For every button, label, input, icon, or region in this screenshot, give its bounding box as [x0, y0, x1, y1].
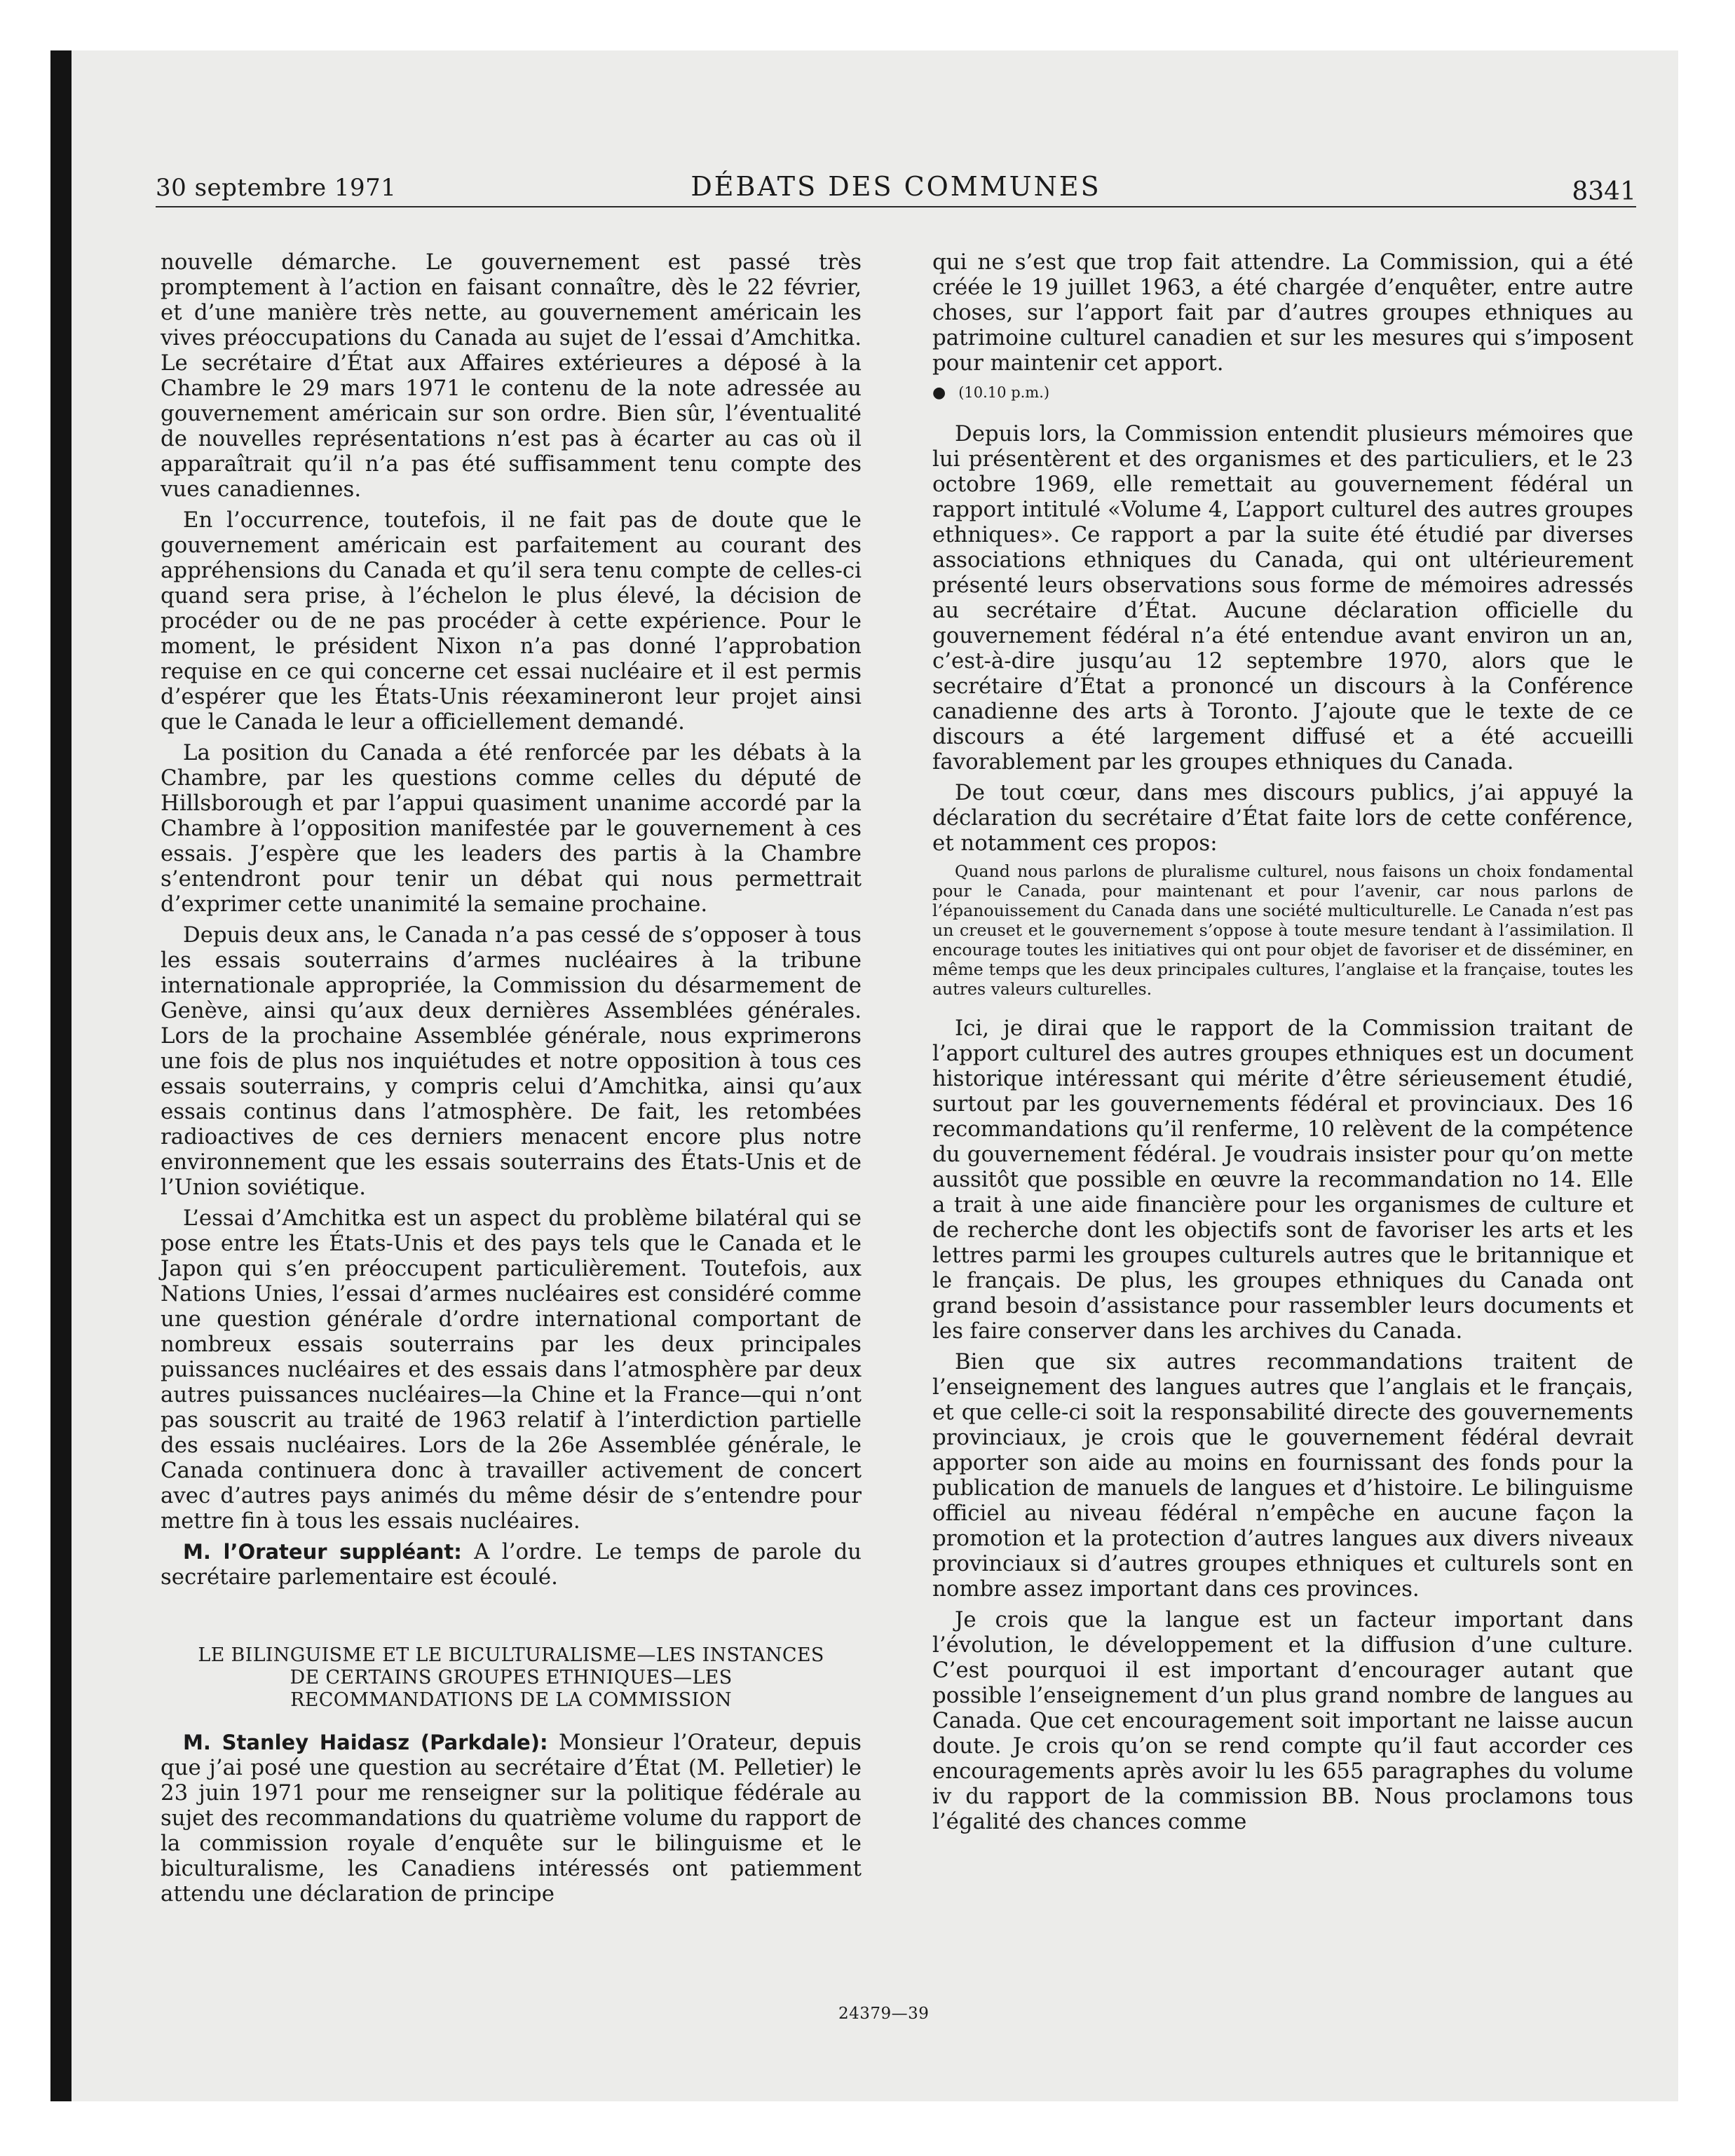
- quote-text: Quand nous parlons de pluralisme culturel, nous faisons un choix fondamental pour le Canada, pour maintenant et pour l’avenir, car nous parlons de l’épanouissement du Canada dans une société multiculturelle. Le Canada n’est pas un creuset et le gouvernement s’oppose à toute mesure tendant à l’assimilation. Il encourage toutes les initiatives qui ont pour objet de favoriser et de disséminer, en même temps que les deux principales cultures, l’anglaise et la française, toutes les autres valeurs culturelles.: [932, 861, 1633, 999]
- footer-signature-code: 24379—39: [838, 2005, 930, 2023]
- paragraph: Je crois que la langue est un facteur important dans l’évolution, le développement et la diffusion d’une culture. C’est pourquoi il est important d’encourager autant que possible l’enseignement d’un plus grand nombre de langues au Canada. Que cet encouragement soit important ne laisse aucun doute. Je crois qu’on se rend compte qu’il faut accorder ces encouragements après avoir lu les 655 paragraphes du volume iv du rapport de la commission BB. Nous proclamons tous l’égalité des chances comme: [932, 1607, 1633, 1834]
- left-column: [161, 250, 862, 1988]
- page-header: [156, 167, 1636, 207]
- paragraph: De tout cœur, dans mes discours publics, j’ai appuyé la déclaration du secrétaire d’État faite lors de cette conférence, et notamment ces propos:: [932, 780, 1633, 856]
- paragraph: [161, 1539, 862, 1590]
- paragraph: L’essai d’Amchitka est un aspect du problème bilatéral qui se pose entre les États-Unis et des pays tels que le Canada et le Japon qui s’en préoccupent particulièrement. Toutefois, aux Nations Unies, l’essai d’armes nucléaires est considéré comme une question générale d’ordre international comportant de nombreux essais souterrains par les deux principales puissances nucléaires et des essais dans l’atmosphère par deux autres puissances nucléaires—la Chine et la France—qui n’ont pas souscrit au traité de 1963 relatif à l’interdiction partielle des essais nucléaires. Lors de la 26e Assemblée générale, le Canada continuera donc à travailler activement de concert avec d’autres pays animés du même désir de s’entendre pour mettre fin à tous les essais nucléaires.: [161, 1206, 862, 1534]
- time-note: [932, 383, 1633, 403]
- time-note-text: (10.10 p.m.): [958, 384, 1050, 401]
- paragraph: La position du Canada a été renforcée par les débats à la Chambre, par les questions comme celles du député de Hillsborough et par l’appui quasiment unanime accordé par la Chambre à l’opposition manifestée par le gouvernement à ces essais. J’espère que les leaders des partis à la Chambre s’entendront pour tenir un débat qui nous permettrait d’exprimer cette unanimité la semaine prochaine.: [161, 740, 862, 917]
- right-column: [932, 250, 1633, 1988]
- binding-edge: [50, 50, 72, 2101]
- speech-text: A l’ordre. Le temps de parole du secrétaire parlementaire est écoulé.: [161, 1539, 862, 1590]
- paragraph: Depuis deux ans, le Canada n’a pas cessé de s’opposer à tous les essais souterrains d’armes nucléaires à la tribune internationale appropriée, la Commission du désarmement de Genève, ainsi qu’aux deux dernières Assemblées générales. Lors de la prochaine Assemblée générale, nous exprimerons une fois de plus nos inquiétudes et notre opposition à tous ces essais souterrains, y compris celui d’Amchitka, ainsi qu’aux essais continus dans l’atmosphère. De fait, les retombées radioactives de ces derniers menacent encore plus notre environnement que les essais souterrains des États-Unis et de l’Union soviétique.: [161, 922, 862, 1200]
- header-page-number: 8341: [1572, 177, 1636, 206]
- paragraph: Ici, je dirai que le rapport de la Commission traitant de l’apport culturel des autres groupes ethniques est un document historique intéressant qui mérite d’être sérieusement étudié, surtout par les gouvernements fédéral et provinciaux. Des 16 recommandations qu’il renferme, 10 relèvent de la compétence du gouvernement fédéral. Je voudrais insister pour qu’on mette aussitôt que possible en œuvre la recommandation no 14. Elle a trait à une aide financière pour les organismes de culture et de recherche dont les objectifs sont de favoriser les arts et les lettres parmi les groupes culturels autres que le britannique et le français. De plus, les groupes ethniques du Canada ont grand besoin d’assistance pour rassembler leurs documents et les faire conserver dans les archives du Canada.: [932, 1016, 1633, 1344]
- paragraph: qui ne s’est que trop fait attendre. La Commission, qui a été créée le 19 juillet 1963, a été chargée d’enquêter, entre autre choses, sur l’apport fait par d’autres groupes ethniques au patrimoine culturel canadien et sur les mesures qui s’imposent pour maintenir cet apport.: [932, 250, 1633, 376]
- section-heading: LE BILINGUISME ET LE BICULTURALISME—LES INSTANCES DE CERTAINS GROUPES ETHNIQUES—LES RECOMMANDATIONS DE LA COMMISSION: [198, 1644, 824, 1711]
- scanned-page: [50, 50, 1678, 2101]
- header-date: 30 septembre 1971: [156, 174, 397, 202]
- speaker-name: M. Stanley Haidasz (Parkdale):: [183, 1731, 548, 1754]
- header-title: DÉBATS DES COMMUNES: [690, 171, 1101, 202]
- speaker-name: M. l’Orateur suppléant:: [183, 1540, 462, 1564]
- speech-text: Monsieur l’Orateur, depuis que j’ai posé une question au secrétaire d’État (M. Pelletier) le 23 juin 1971 pour me renseigner sur la politique fédérale au sujet des recommandations du quatrième volume du rapport de la commission royale d’enquête sur le bilinguisme et le biculturalisme, les Canadiens intéressés ont patiemment attendu une déclaration de principe: [161, 1730, 862, 1906]
- paragraph: En l’occurrence, toutefois, il ne fait pas de doute que le gouvernement américain est parfaitement au courant des appréhensions du Canada et qu’il sera tenu compte de celles-ci quand sera prise, à l’échelon le plus élevé, la décision de procéder ou de ne pas procéder à cette expérience. Pour le moment, le président Nixon n’a pas donné l’approbation requise en ce qui concerne cet essai nucléaire et il est permis d’espérer que les États-Unis réexamineront leur projet ainsi que le Canada le leur a officiellement demandé.: [161, 507, 862, 735]
- block-quote: [932, 861, 1633, 999]
- paragraph: Bien que six autres recommandations traitent de l’enseignement des langues autres que l’anglais et le français, et que celle-ci soit la responsabilité directe des gouvernements provinciaux, je crois que le gouvernement fédéral devrait apporter son aide au moins en fournissant des fonds pour la publication de manuels de langues et d’histoire. Le bilinguisme officiel au niveau fédéral n’empêche en aucune façon la promotion et la protection d’autres langues aux divers niveaux provinciaux si d’autres groupes ethniques et culturels sont en nombre assez important dans ces provinces.: [932, 1349, 1633, 1602]
- paragraph: [161, 1730, 862, 1906]
- paragraph: Depuis lors, la Commission entendit plusieurs mémoires que lui présentèrent et des organismes et des particuliers, et le 23 octobre 1969, elle remettait au gouvernement fédéral un rapport intitulé «Volume 4, L’apport culturel des autres groupes ethniques». Ce rapport a par la suite été étudié par diverses associations ethniques du Canada, qui ont ultérieurement présenté leurs observations sous forme de mémoires adressés au secrétaire d’État. Aucune déclaration officielle du gouvernement fédéral n’a été entendue avant environ un an, c’est-à-dire jusqu’au 12 septembre 1970, alors que le secrétaire d’État a prononcé un discours à la Conférence canadienne des arts à Toronto. J’ajoute que le texte de ce discours a été largement diffusé et a été accueilli favorablement par les groupes ethniques du Canada.: [932, 421, 1633, 775]
- bullet-icon: ●: [932, 384, 946, 402]
- paragraph: nouvelle démarche. Le gouvernement est passé très promptement à l’action en faisant connaître, dès le 22 février, et d’une manière très nette, au gouvernement américain les vives préoccupations du Canada au sujet de l’essai d’Amchitka. Le secrétaire d’État aux Affaires extérieures a déposé à la Chambre le 29 mars 1971 le contenu de la note adressée au gouvernement américain sur son ordre. Bien sûr, l’éventualité de nouvelles représentations n’est pas à écarter au cas où il apparaîtrait qu’il n’a pas été suffisamment tenu compte des vues canadiennes.: [161, 250, 862, 502]
